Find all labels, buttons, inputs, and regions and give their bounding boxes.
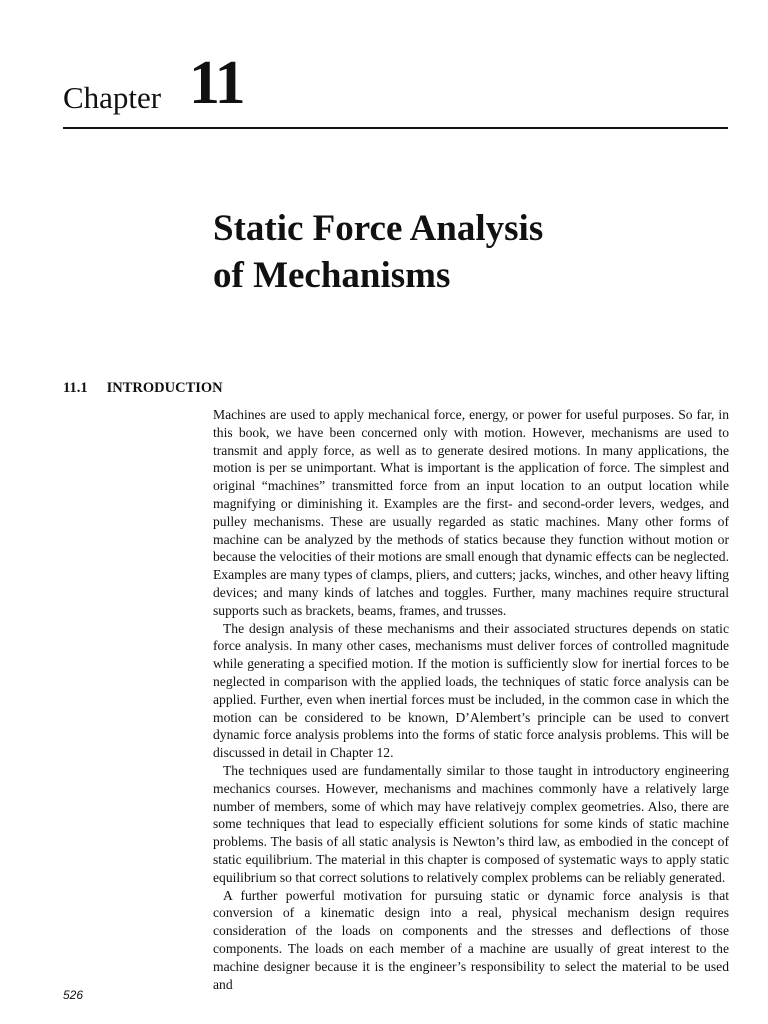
page-number: 526 bbox=[63, 988, 84, 1002]
paragraph-3: The techniques used are fundamentally similar to those taught in introductory engineering mechanics courses. However, mechanisms and machines commonly have a relatively large number of members, some of which may have relativejy complex geometries. Also, there are some techniques that lead to especially efficient solutions for some kinds of static machine problems. The basis of all static analysis is Newton’s third law, as embodied in the concept of static equilibrium. The material in this chapter is composed of systematic ways to apply static equilibrium so that correct solutions to relatively complex problems can be reliably generated. bbox=[213, 762, 729, 885]
chapter-title-line-1: Static Force Analysis bbox=[213, 208, 544, 249]
chapter-number: 11 bbox=[189, 49, 244, 117]
chapter-label: Chapter bbox=[63, 80, 162, 115]
paragraph-2: The design analysis of these mechanisms and their associated structures depends on static force analysis. In many other cases, mechanisms must deliver forces of controlled magnitude while generating a specified motion. If the motion is sufficiently slow for inertial forces to be neglected in comparison with the applied loads, the techniques of static force analysis can be applied. Further, even when inertial forces must be included, in the common case in which the motion can be considered to be known, D’Alembert’s principle can be used to convert dynamic force analysis problems into the forms of static force analysis problems. This will be discussed in detail in Chapter 12. bbox=[213, 620, 729, 761]
paragraph-1: Machines are used to apply mechanical force, energy, or power for useful purposes. So far, in this book, we have been concerned only with motion. However, mechanisms are used to transmit and apply force, as well as to generate desired motions. In many applications, the motion is per se unimportant. What is important is the application of force. The simplest and original “machines” transmitted force from an input location to an output location while magnifying or diminishing it. Examples are the first- and second-order levers, wedges, and pulley mechanisms. These are usually regarded as static machines. Many other forms of machine can be analyzed by the methods of statics because they function without motion or because the velocities of their motions are small enough that dynamic effects can be neglected. Examples are many types of clamps, pliers, and cutters; jacks, winches, and other heavy lifting devices; and many kinds of latches and toggles. Further, many machines require structural supports such as brackets, beams, frames, and trusses. bbox=[213, 407, 729, 618]
chapter-title bbox=[213, 205, 543, 299]
chapter-rule bbox=[63, 127, 728, 129]
body-text bbox=[213, 406, 729, 993]
section-title: INTRODUCTION bbox=[106, 380, 223, 396]
paragraph-4: A further powerful motivation for pursuing static or dynamic force analysis is that conversion of a kinematic design into a real, physical mechanism design requires consideration of the loads on components and the stresses and deflections of those components. The loads on each member of a machine are usually of great interest to the machine designer because it is the engineer’s responsibility to select the material to be used and bbox=[213, 887, 729, 992]
section-number: 11.1 bbox=[63, 380, 88, 396]
section-heading bbox=[63, 380, 223, 397]
chapter-title-line-2: of Mechanisms bbox=[213, 255, 451, 296]
